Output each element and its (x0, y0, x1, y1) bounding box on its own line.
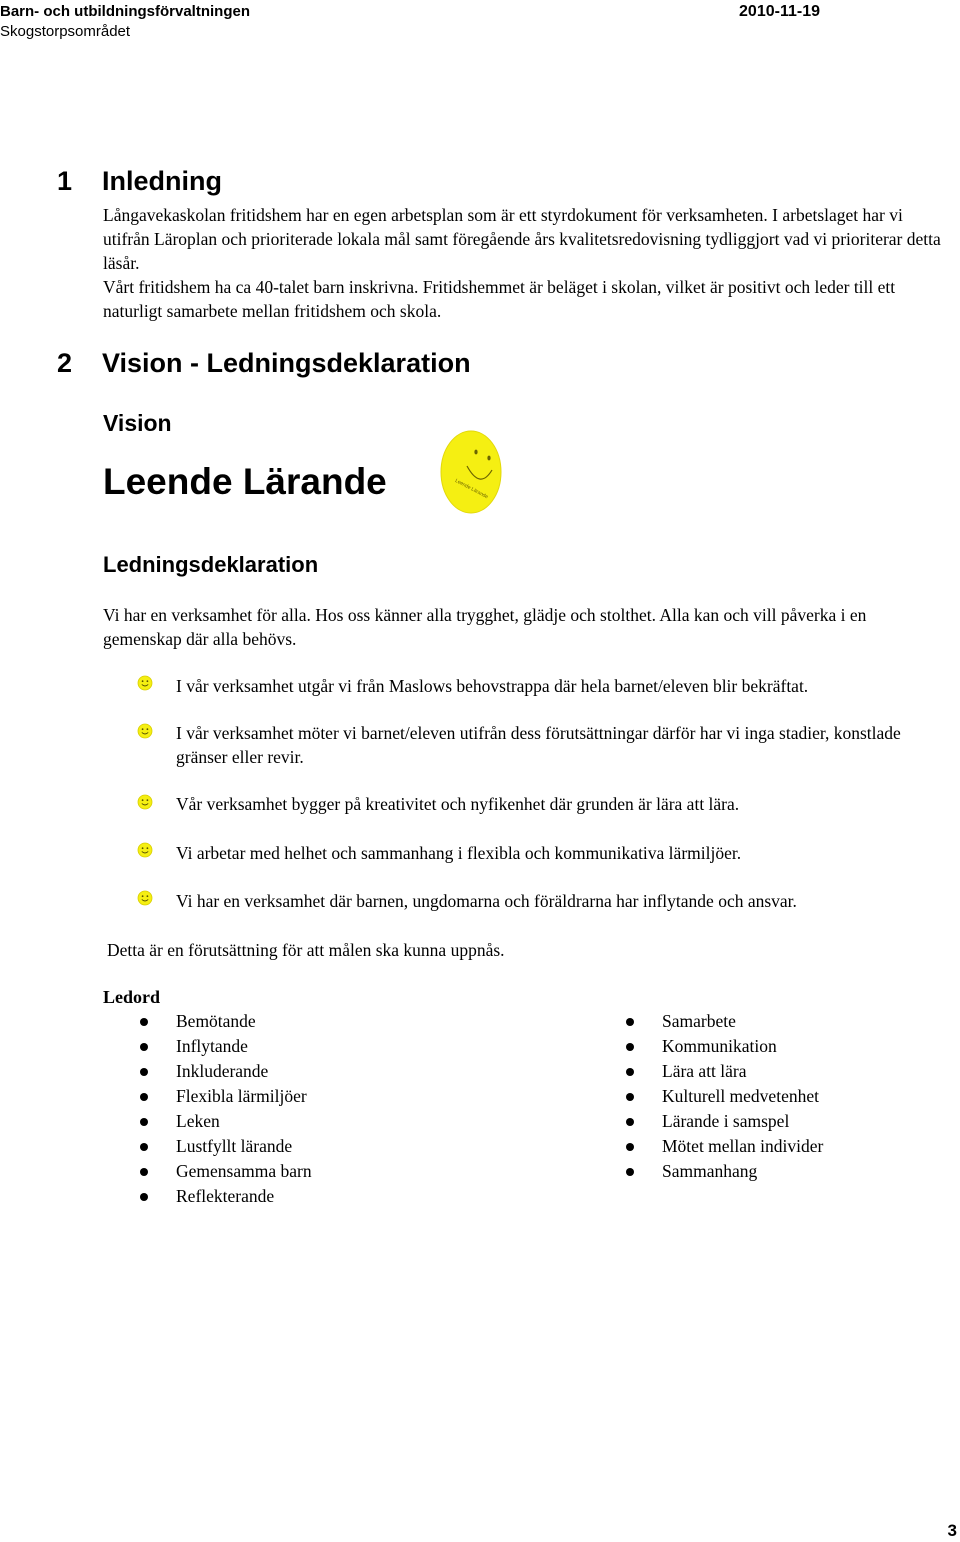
logo-text: Leende Lärande (453, 477, 489, 501)
bullet-dot-icon (140, 1143, 148, 1151)
bullet-dot-icon (140, 1068, 148, 1076)
bullet-dot-icon (140, 1193, 148, 1201)
list-item: Lära att lära (626, 1059, 823, 1084)
page-header (0, 2, 250, 42)
list-item: Leken (140, 1109, 312, 1134)
page-number: 3 (947, 1521, 957, 1540)
vision-bullet: I vår verksamhet utgår vi från Maslows behovstrappa där hela barnet/eleven blir bekräftat. (176, 676, 809, 696)
list-item: Lustfyllt lärande (140, 1134, 312, 1159)
list-item: Kulturell medvetenhet (626, 1084, 823, 1109)
bullet-dot-icon (140, 1118, 148, 1126)
list-item: Inflytande (140, 1034, 312, 1059)
smiley-icon (137, 675, 153, 691)
section-heading-inledning (57, 165, 222, 197)
smiley-logo (440, 430, 502, 514)
vision-bullet: Vår verksamhet bygger på kreativitet och nyfikenhet där grunden är lära att lära. (176, 794, 740, 814)
bullet-dot-icon (626, 1018, 634, 1026)
list-item: Bemötande (140, 1009, 312, 1034)
inledning-paragraph-1: Långavekaskolan fritidshem har en egen arbetsplan som är ett styrdokument för verksamheten. I arbetslaget har vi utifrån Läroplan och prioriterade lokala mål samt föregående års kvalitetsredovisning tydliggjort vad vi prioriterar detta läsår. (103, 205, 941, 273)
section-number: 2 (57, 348, 73, 378)
section-title: Inledning (102, 166, 222, 196)
list-item: Flexibla lärmiljöer (140, 1084, 312, 1109)
conclusion-text: Detta är en förutsättning för att målen ska kunna uppnås. (107, 940, 505, 960)
bullet-dot-icon (626, 1093, 634, 1101)
smiley-icon (137, 723, 153, 739)
smiley-icon (137, 890, 153, 906)
list-item: Samarbete (626, 1009, 823, 1034)
bullet-dot-icon (140, 1168, 148, 1176)
list-item: Gemensamma barn (140, 1159, 312, 1184)
list-item: Lärande i samspel (626, 1109, 823, 1134)
vision-bullet: Vi arbetar med helhet och sammanhang i flexibla och kommunikativa lärmiljöer. (176, 843, 742, 863)
list-item: Mötet mellan individer (626, 1134, 823, 1159)
section-heading-vision (57, 347, 471, 379)
bullet-dot-icon (626, 1143, 634, 1151)
declaration-heading: Ledningsdeklaration (103, 552, 319, 577)
smiley-icon (137, 794, 153, 810)
ledord-list-left (140, 1009, 312, 1209)
ledord-list-right (626, 1009, 823, 1184)
bullet-dot-icon (140, 1043, 148, 1051)
list-item: Inkluderande (140, 1059, 312, 1084)
bullet-dot-icon (626, 1043, 634, 1051)
inledning-text (103, 203, 953, 323)
list-item: Sammanhang (626, 1159, 823, 1184)
bullet-dot-icon (140, 1093, 148, 1101)
vision-bullet: Vi har en verksamhet där barnen, ungdomarna och föräldrarna har inflytande och ansvar. (176, 891, 797, 911)
document-date: 2010-11-19 (739, 3, 820, 20)
organization-name: Barn- och utbildningsförvaltningen (0, 3, 250, 20)
vision-bullet: I vår verksamhet möter vi barnet/eleven utifrån dess förutsättningar därför har vi inga stadier, konstlade gränser eller revir. (176, 723, 901, 767)
area-name: Skogstorpsområdet (0, 23, 131, 40)
smiley-icon (137, 842, 153, 858)
inledning-paragraph-2: Vårt fritidshem ha ca 40-talet barn inskrivna. Fritidshemmet är beläget i skolan, vilket är positivt och leder till ett naturligt samarbete mellan fritidshem och skola. (103, 277, 896, 321)
bullet-dot-icon (140, 1018, 148, 1026)
vision-title: Leende Lärande (103, 461, 387, 502)
vision-label: Vision (103, 410, 172, 436)
section-title: Vision - Ledningsdeklaration (102, 348, 471, 378)
list-item: Kommunikation (626, 1034, 823, 1059)
bullet-dot-icon (626, 1118, 634, 1126)
list-item: Reflekterande (140, 1184, 312, 1209)
bullet-dot-icon (626, 1168, 634, 1176)
section-number: 1 (57, 166, 73, 196)
declaration-text: Vi har en verksamhet för alla. Hos oss känner alla trygghet, glädje och stolthet. Alla kan och vill påverka i en gemenskap där alla behövs. (103, 605, 867, 649)
ledord-heading: Ledord (103, 987, 161, 1007)
bullet-dot-icon (626, 1068, 634, 1076)
